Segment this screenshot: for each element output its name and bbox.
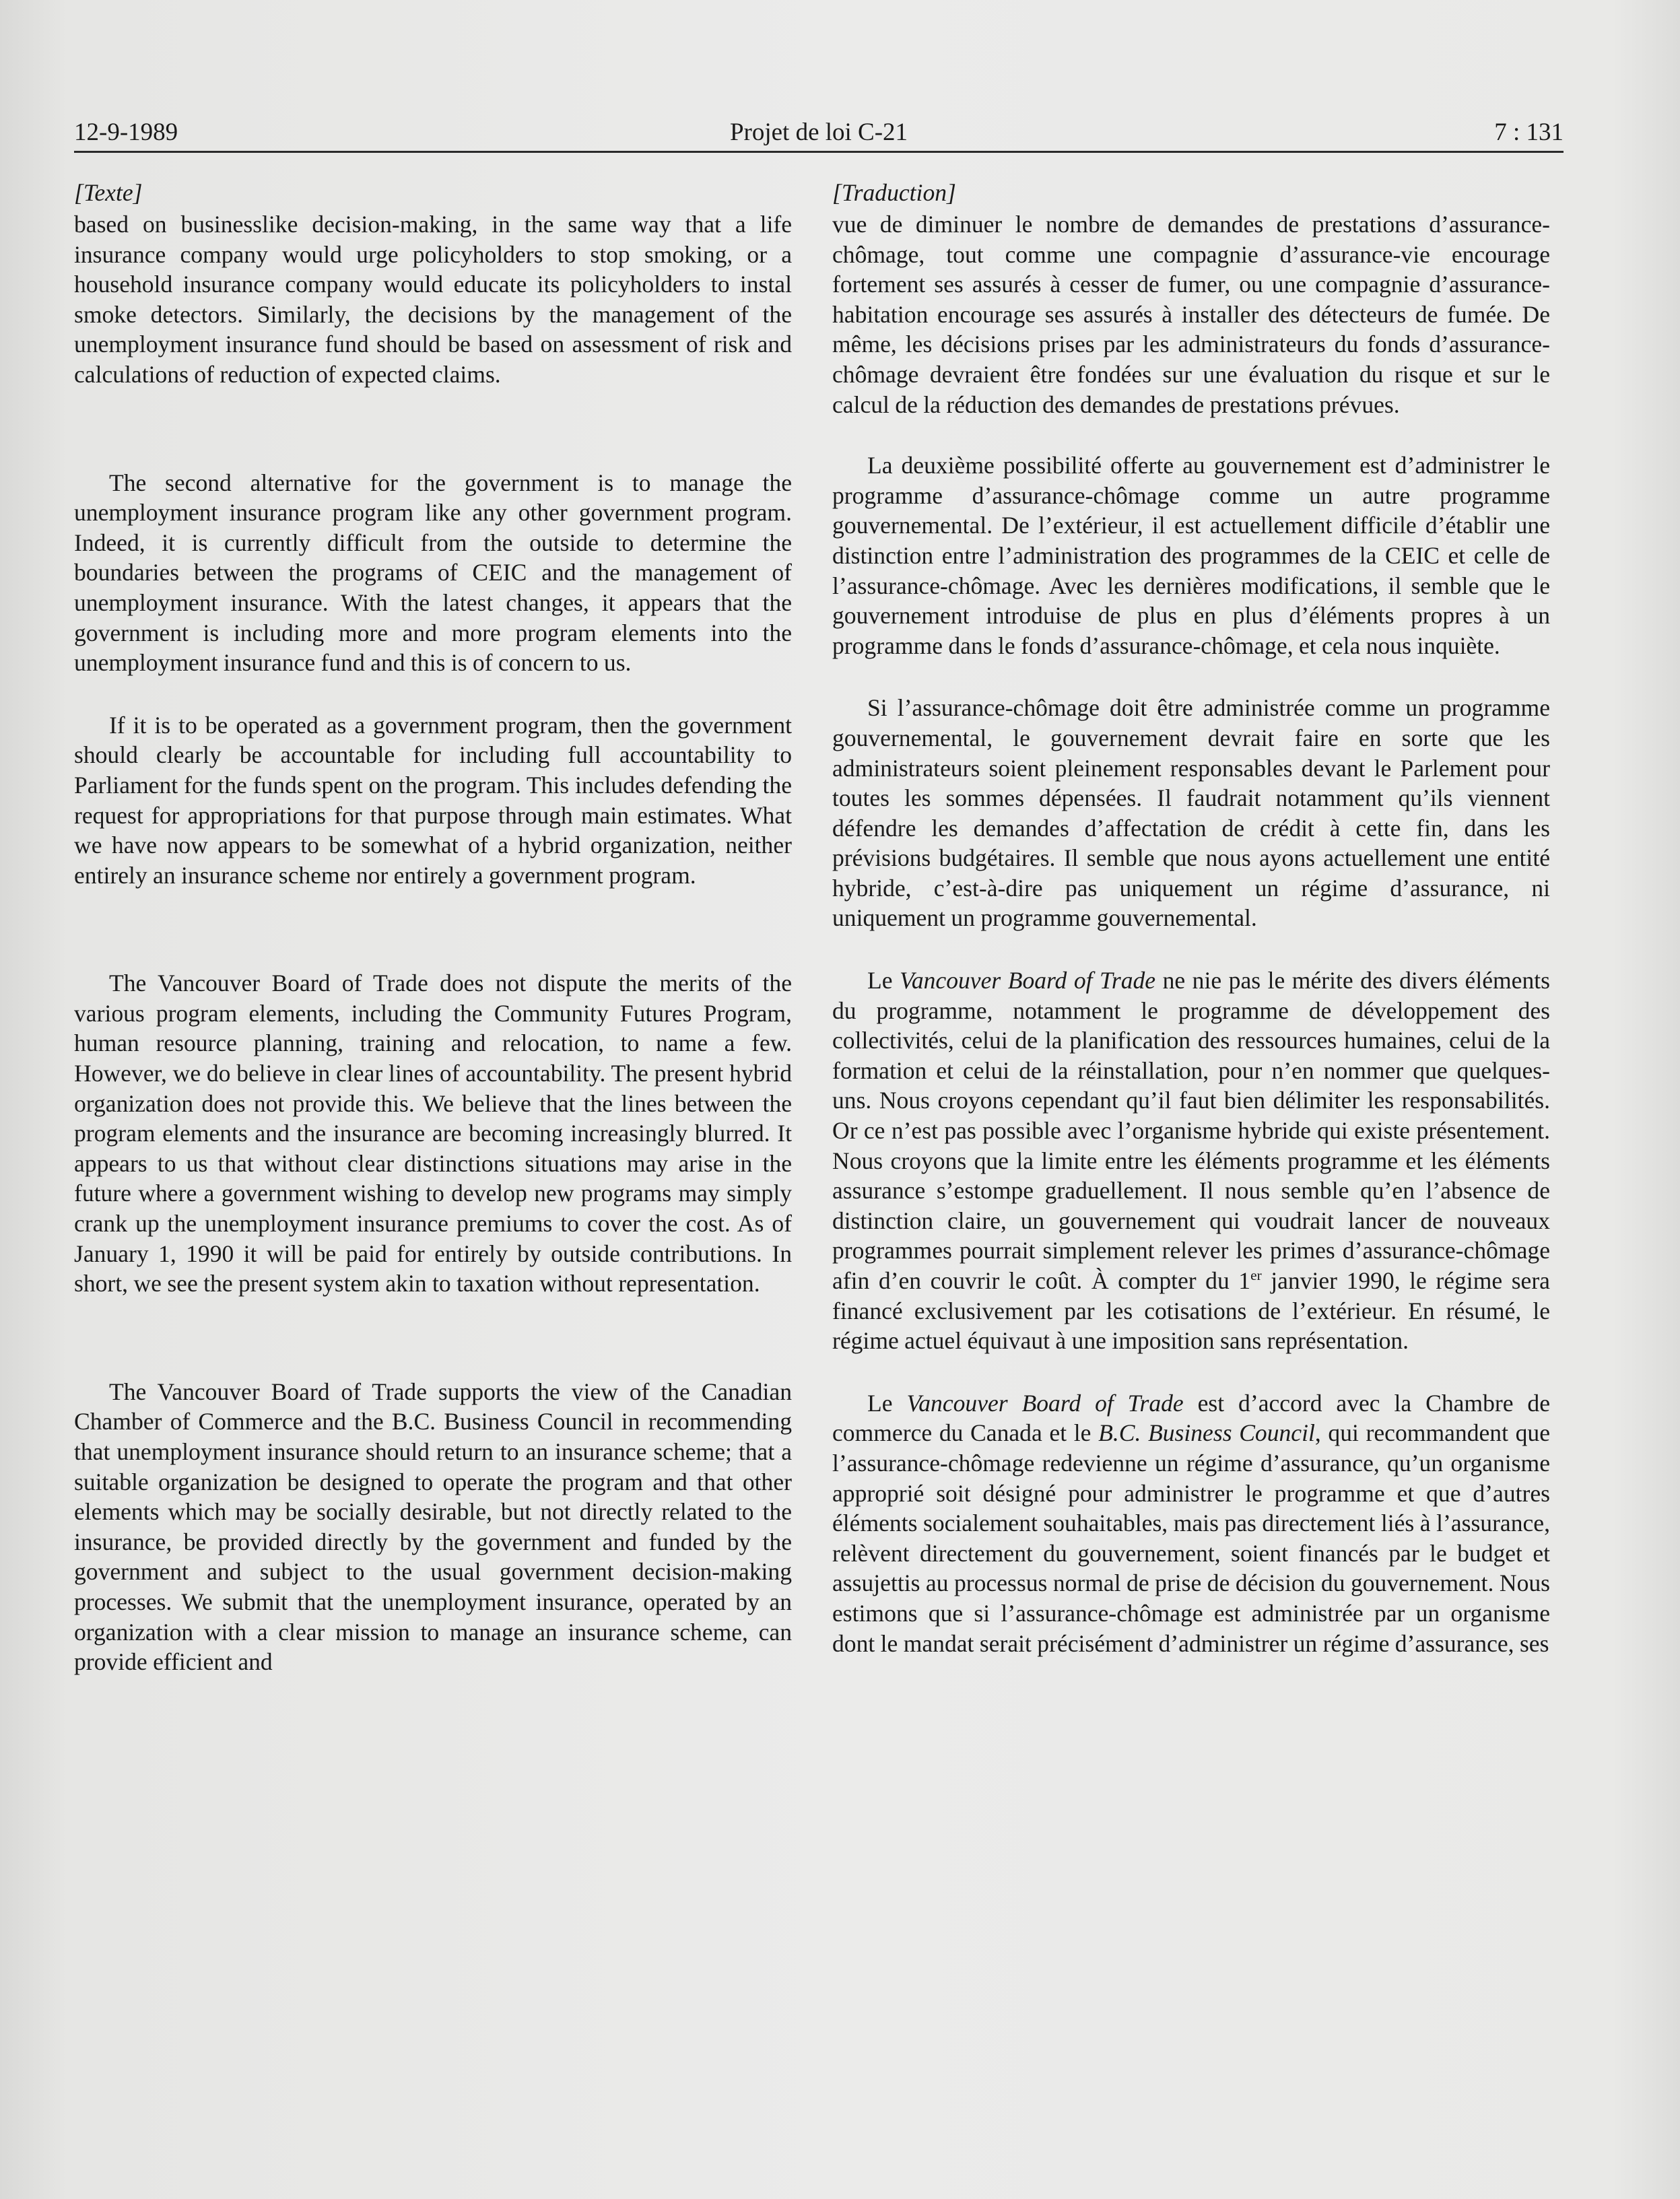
running-header: [74, 113, 1564, 154]
fr-paragraph-5: [832, 1388, 1550, 1658]
fr-p4-text-a: ne nie pas le mérite des divers éléments du programme, notamment le programme de développement des collectivités, celui de la planification des ressources humaines, celui de la formation et celui de la réinstallation, pour n’en nommer que quelques-uns. Nous croyons cependant qu’il faut bien délimiter les responsabilités. Or ce n’est pas possible avec l’organisme hybride qui existe présentement. Nous croyons que la limite entre les éléments programme et les éléments assurance s’estompe graduellement. Il nous semble qu’en l’absence de distinction claire, un gouvernement qui voudrait lancer de nouveaux programmes pourrait simplement relever les primes d’assurance-chômage afin d’en couvrir le coût. À compter du 1: [832, 967, 1550, 1294]
fr-p5-lead: Le: [867, 1389, 907, 1417]
fr-p5-text-b: , qui recommandent que l’assurance-chômage redevienne un régime d’assurance, qu’un organisme approprié soit désigné pour administrer le programme et que d’autres éléments socialement souhaitables, mais pas directement liés à l’assurance, relèvent directement du gouvernement, soient financés par le budget et assujettis au processus normal de prise de décision du gouvernement. Nous estimons que si l’assurance-chômage est administrée par un organisme dont le mandat serait précisément d’administrer un régime d’assurance, ses: [832, 1419, 1550, 1657]
column-label-traduction: [Traduction]: [832, 179, 956, 206]
header-rule: [74, 151, 1564, 153]
french-column: [832, 178, 1550, 1658]
fr-p4-text-b: janvier 1990, le régime sera financé exclusivement par les cotisations de l’extérieur. En résumé, le régime actuel équivaut à une imposition sans représentation.: [832, 1267, 1550, 1355]
en-paragraph-5: The Vancouver Board of Trade supports the view of the Canadian Chamber of Commerce and the B.C. Business Council in recommending that unemployment insurance should return to an insurance scheme; that a suitable organization be designed to operate the program and that other elements which may be socially desirable, but not directly related to the insurance, be provided directly by the government and funded by the government and subject to the usual government decision-making processes. We submit that the unemployment insurance, operated by an organization with a clear mission to manage an insurance scheme, can provide efficient and: [74, 1378, 792, 1676]
fr-p5-org-name-2: B.C. Business Council: [1098, 1419, 1315, 1447]
fr-paragraph-3: Si l’assurance-chômage doit être administrée comme un programme gouvernemental, le gouvernement devrait faire en sorte que les administrateurs soient pleinement responsables devant le Parlement pour toutes les sommes dépensées. Il faudrait notamment qu’ils viennent défendre les demandes d’affectation de crédit à cette fin, dans les prévisions budgétaires. Il semble que nous ayons actuellement une entité hybride, c’est-à-dire pas uniquement un régime d’assurance, ni uniquement un programme gouvernemental.: [832, 694, 1550, 932]
fr-p5-text-a: est d’accord avec la Chambre de commerce du Canada et le: [832, 1389, 1550, 1447]
fr-paragraph-1: vue de diminuer le nombre de demandes de prestations d’assurance-chômage, tout comme une compagnie d’assurance-vie encourage fortement ses assurés à cesser de fumer, ou une compagnie d’assurance-habitation encourage ses assurés à installer des détecteurs de fumée. De même, les décisions prises par les administrateurs du fonds d’assurance-chômage devraient être fondées sur une évaluation du risque et sur le calcul de la réduction des demandes de prestations prévues.: [832, 211, 1550, 418]
header-page-number: 7 : 131: [1494, 119, 1564, 146]
header-date: 12-9-1989: [74, 119, 178, 146]
en-paragraph-2: The second alternative for the government is to manage the unemployment insurance program like any other government program. Indeed, it is currently difficult from the outside to determine the boundaries between the programs of CEIC and the management of unemployment insurance. With the latest changes, it appears that the government is including more and more program elements into the unemployment insurance fund and this is of concern to us.: [74, 469, 792, 677]
header-title: Projet de loi C-21: [729, 119, 908, 146]
fr-p4-lead: Le: [867, 967, 900, 994]
english-column: [74, 178, 792, 1677]
fr-p4-org-name: Vancouver Board of Trade: [900, 967, 1156, 994]
column-label-texte: [Texte]: [74, 179, 143, 206]
fr-p5-org-name: Vancouver Board of Trade: [906, 1389, 1184, 1417]
fr-paragraph-2: La deuxième possibilité offerte au gouvernement est d’administrer le programme d’assurance-chômage comme un autre programme gouvernemental. De l’extérieur, il est actuellement difficile d’établir une distinction entre l’administration des programmes de la CEIC et celle de l’assurance-chômage. Avec les dernières modifications, il semble que le gouvernement introduise de plus en plus d’éléments propres à un programme dans le fonds d’assurance-chômage, et cela nous inquiète.: [832, 452, 1550, 659]
en-paragraph-3: If it is to be operated as a government program, then the government should clearly be accountable for including full accountability to Parliament for the funds spent on the program. This includes defending the request for appropriations for that purpose through main estimates. What we have now appears to be somewhat of a hybrid organization, neither entirely an insurance scheme nor entirely a government program.: [74, 711, 792, 889]
fr-paragraph-4: [832, 966, 1550, 1356]
fr-p4-superscript: er: [1250, 1267, 1262, 1284]
en-paragraph-4: The Vancouver Board of Trade does not dispute the merits of the various program elements, including the Community Futures Program, human resource planning, training and relocation, to name a few. However, we do believe in clear lines of accountability. The present hybrid organization does not provide this. We believe that the lines between the program elements and the insurance are becoming increasingly blurred. It appears to us that without clear distinctions situations may arise in the future where a government wishing to develop new programs may simply crank up the unemployment insurance premiums to cover the cost. As of January 1, 1990 it will be paid for entirely by outside contributions. In short, we see the present system akin to taxation without representation.: [74, 970, 792, 1297]
en-paragraph-1: based on businesslike decision-making, in the same way that a life insurance company would urge policyholders to stop smoking, or a household insurance company would educate its policyholders to instal smoke detectors. Similarly, the decisions by the management of the unemployment insurance fund should be based on assessment of risk and calculations of reduction of expected claims.: [74, 211, 792, 388]
